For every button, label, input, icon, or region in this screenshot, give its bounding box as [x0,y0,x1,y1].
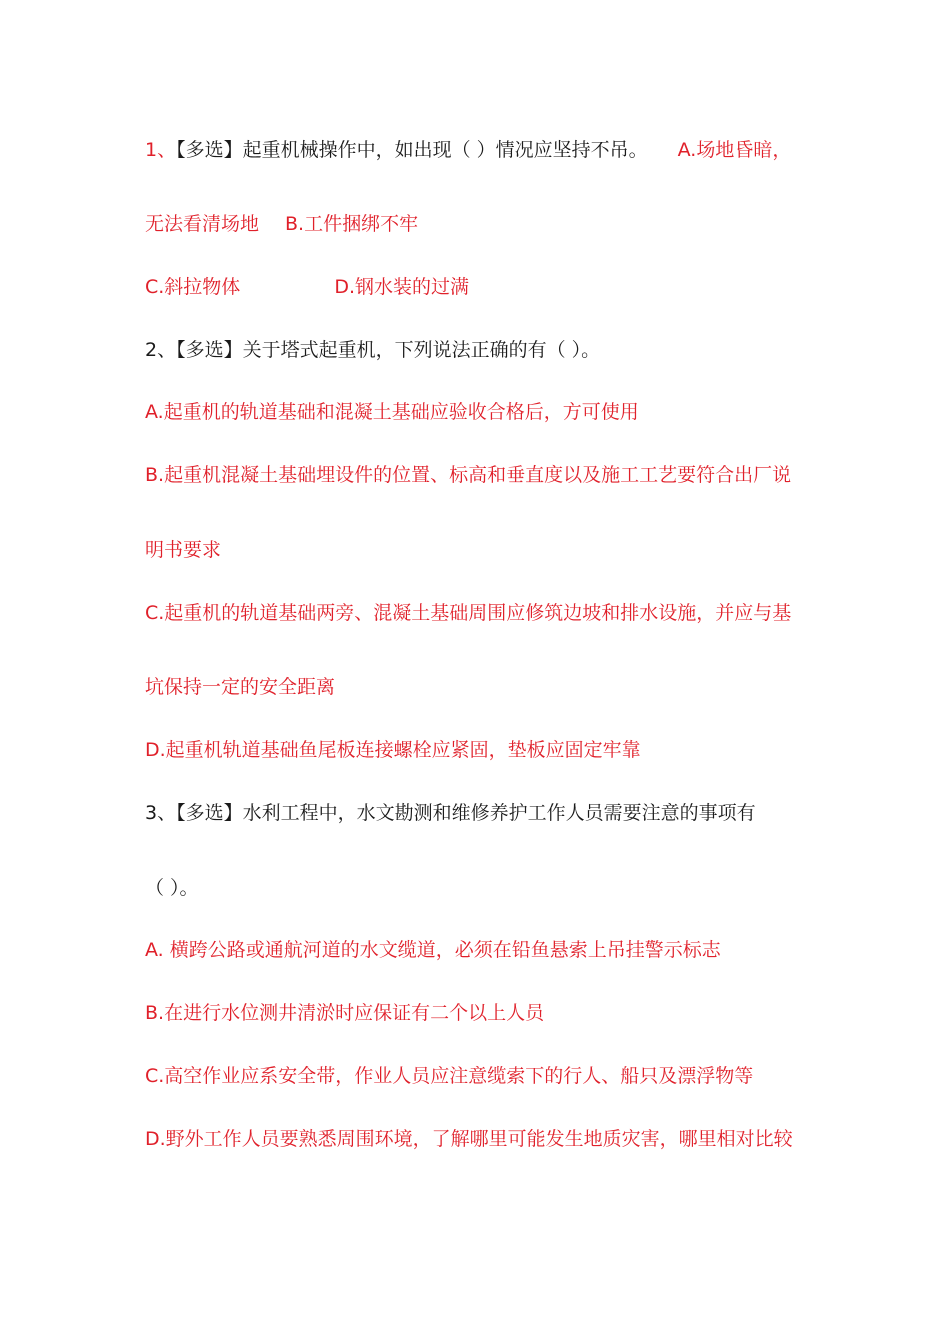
q2-option-b-cont: 明书要求 [145,539,222,561]
q2-option-c: C.起重机的轨道基础两旁、混凝土基础周围应修筑边坡和排水设施，并应与基 [145,602,792,624]
q1-number: 1、 [145,139,177,161]
q1-option-a: A.场地昏暗， [677,139,792,161]
q1-line-3 [145,275,469,299]
q1-option-d: D.钢水装的过满 [334,276,469,298]
q1-line-2 [145,212,418,236]
q2-option-a: A.起重机的轨道基础和混凝土基础应验收合格后，方可使用 [145,401,639,423]
q1-line-1 [145,138,791,162]
q3-option-a: A. 横跨公路或通航河道的水文缆道，必须在铅鱼悬索上吊挂警示标志 [145,939,721,961]
q1-option-a-cont: 无法看清场地 [145,213,260,235]
q3-option-b: B.在进行水位测井清淤时应保证有二个以上人员 [145,1002,545,1024]
q3-option-c: C.高空作业应系安全带，作业人员应注意缆索下的行人、船只及漂浮物等 [145,1065,754,1087]
q2-stem: 2、【多选】关于塔式起重机，下列说法正确的有（ ）。 [145,339,601,361]
q1-option-c: C.斜拉物体 [145,276,241,298]
q1-option-b: B.工件捆绑不牢 [285,213,419,235]
q2-option-c-cont: 坑保持一定的安全距离 [145,676,336,698]
q2-option-d: D.起重机轨道基础鱼尾板连接螺栓应紧固，垫板应固定牢靠 [145,739,641,761]
q3-stem: 3、【多选】水利工程中，水文勘测和维修养护工作人员需要注意的事项有 [145,802,756,824]
q2-option-b: B.起重机混凝土基础埋设件的位置、标高和垂直度以及施工工艺要符合出厂说 [145,464,792,486]
q1-stem: 【多选】起重机械操作中，如出现（ ）情况应坚持不吊。 [176,139,648,161]
q3-option-d: D.野外工作人员要熟悉周围环境，了解哪里可能发生地质灾害，哪里相对比较 [145,1128,793,1150]
q3-stem-cont: （ ）。 [145,877,199,899]
